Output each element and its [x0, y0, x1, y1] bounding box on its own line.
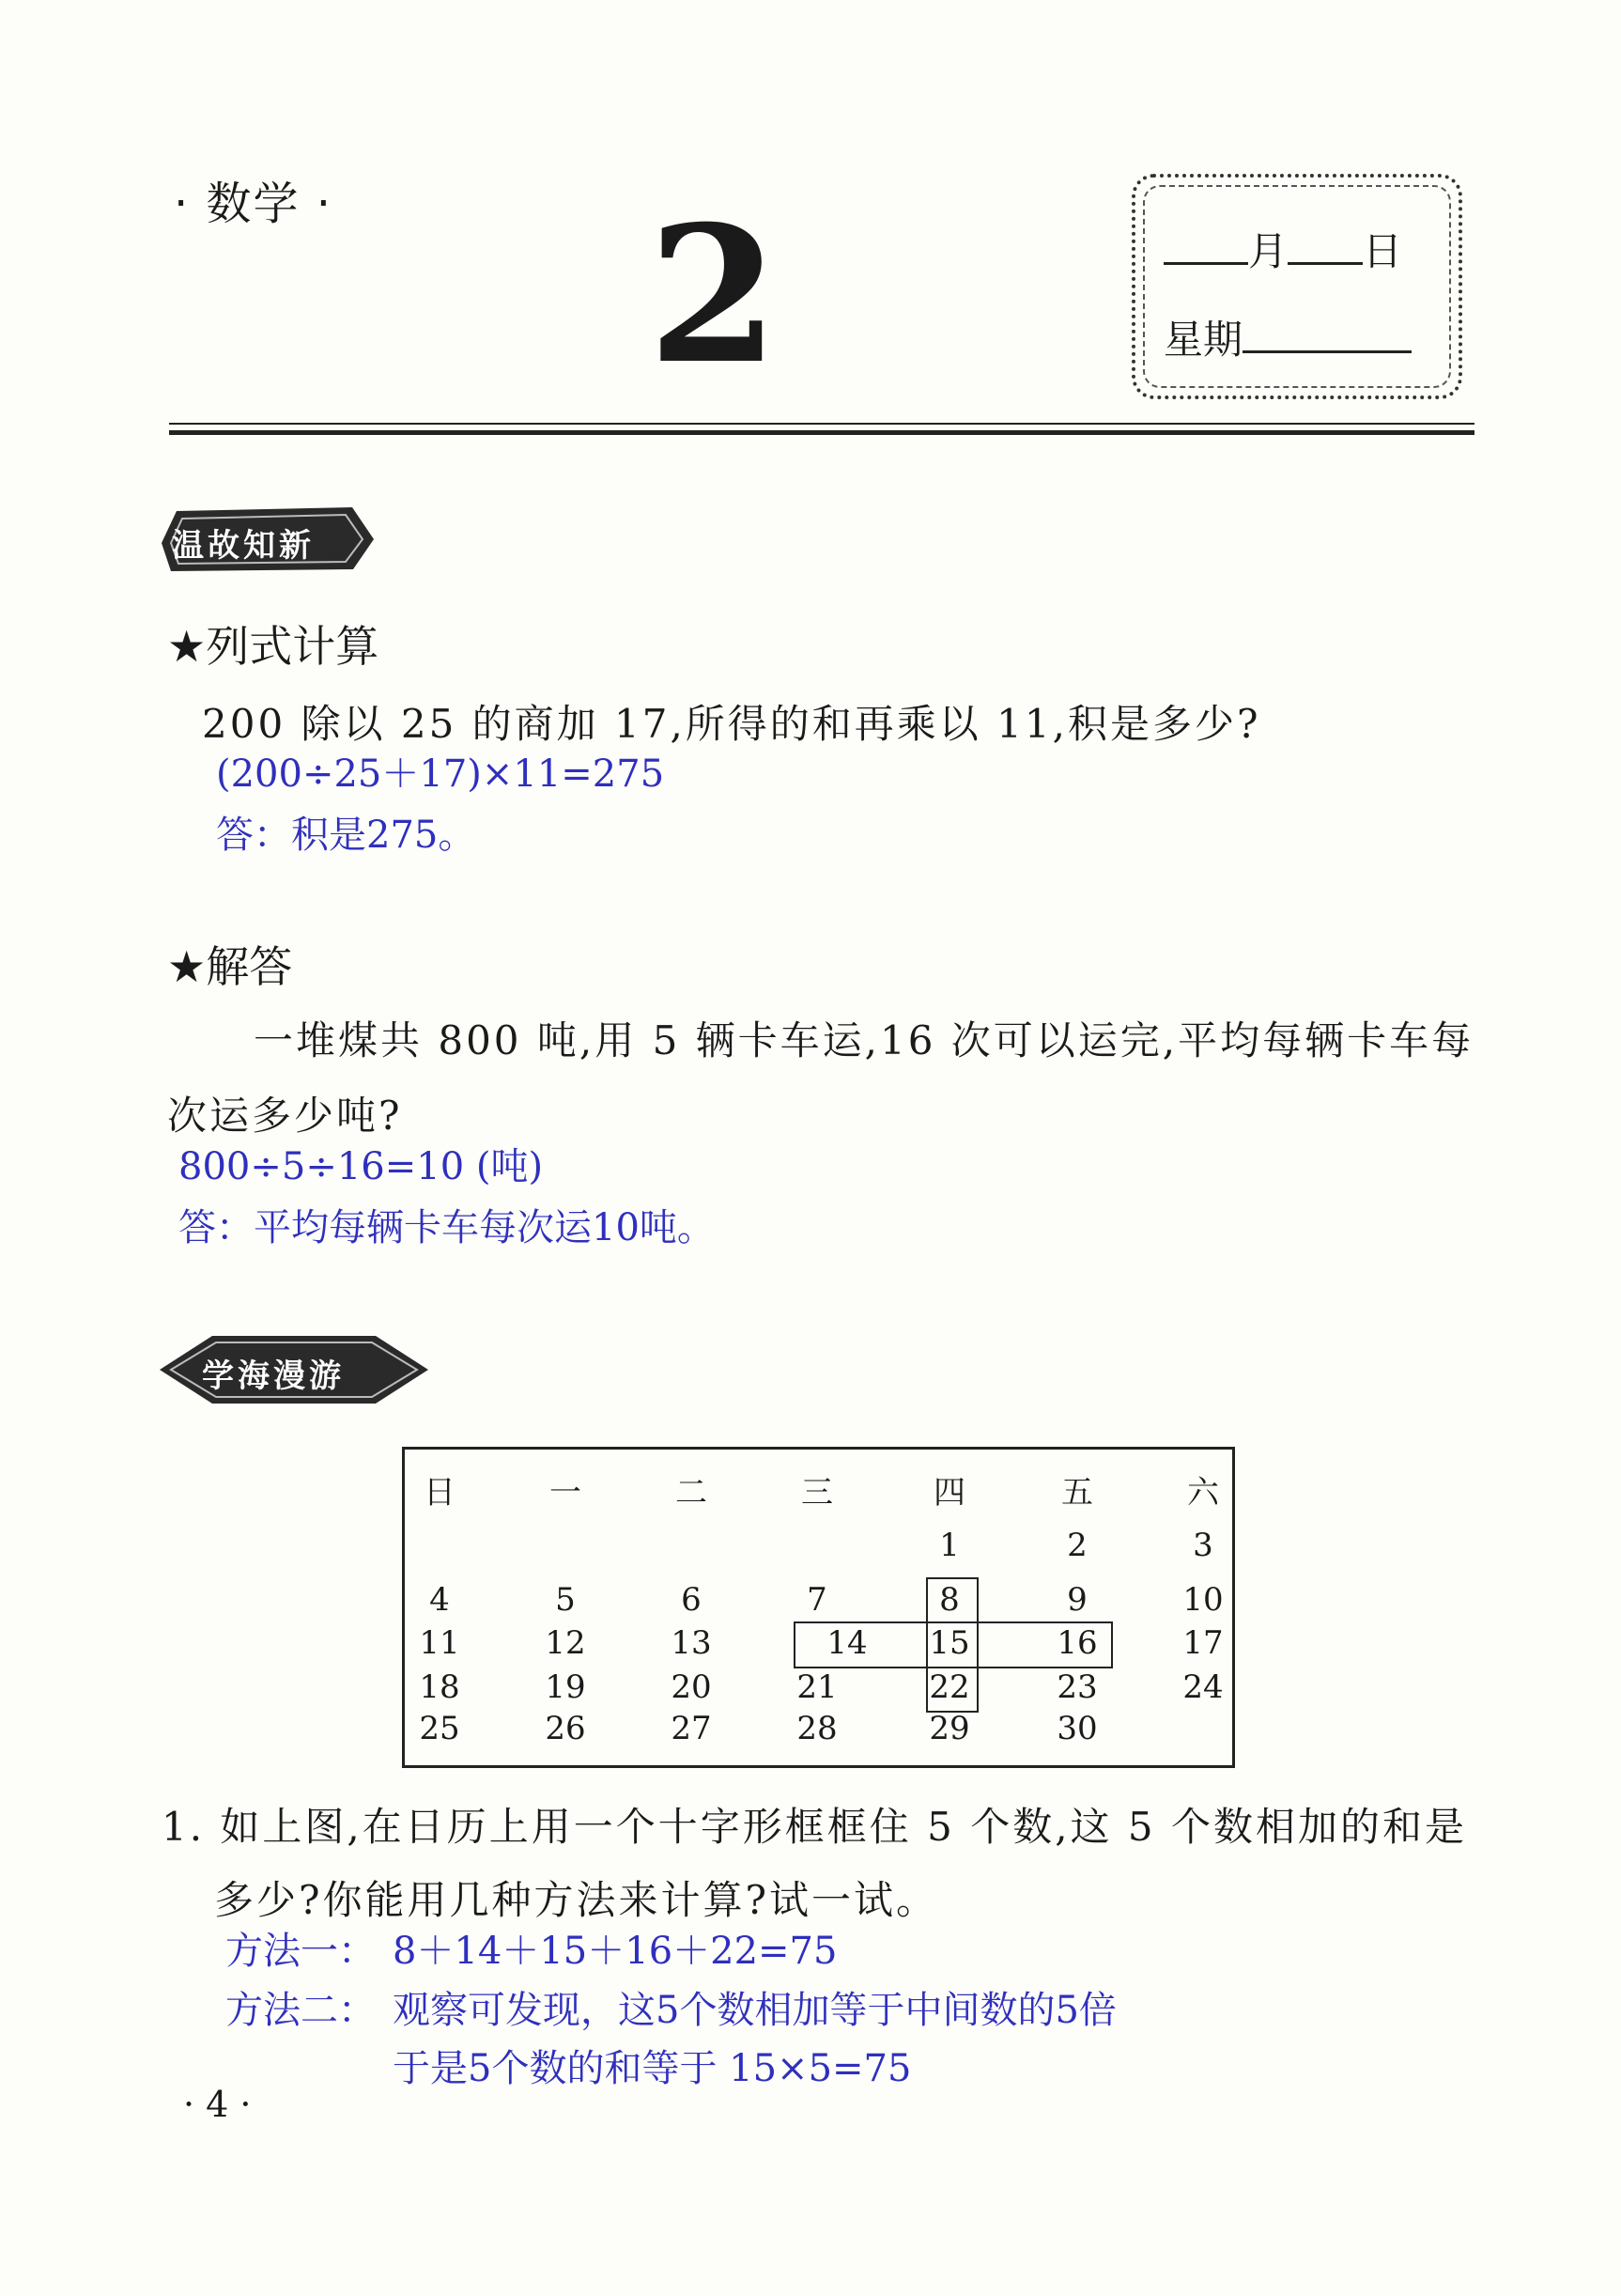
- calendar-day: 28: [796, 1710, 838, 1747]
- calendar-day: 18: [419, 1668, 460, 1706]
- weekday-line: [1164, 309, 1412, 365]
- weekday-blank: [1243, 318, 1412, 353]
- subject-label: · 数学 ·: [174, 178, 333, 230]
- calc-question: 200 除以 25 的商加 17,所得的和再乘以 11,积是多少?: [202, 701, 1261, 747]
- calendar-day: 16: [1057, 1624, 1098, 1662]
- day-blank: [1288, 230, 1363, 265]
- date-box: [1132, 174, 1462, 399]
- calendar-day: 1: [939, 1527, 960, 1564]
- calendar-day: 29: [929, 1710, 970, 1747]
- calendar-day: 19: [545, 1668, 586, 1706]
- calendar-day: 25: [419, 1710, 460, 1747]
- calendar-day: 20: [671, 1668, 712, 1706]
- solve-question-line2: 次运多少吨?: [167, 1093, 403, 1139]
- solve-answer-result: 答：平均每辆卡车每次运10吨。: [178, 1206, 715, 1249]
- calc-answer-result: 答：积是275。: [216, 814, 476, 857]
- explore-banner: 学海漫游: [202, 1357, 345, 1395]
- calendar-day: 26: [545, 1710, 586, 1747]
- header-rule-thin: [169, 423, 1474, 425]
- weekday-sun: 日: [424, 1474, 455, 1512]
- weekday-fri: 五: [1061, 1474, 1093, 1512]
- day-label: 日: [1363, 228, 1403, 274]
- page-number: · 4 ·: [183, 2084, 252, 2125]
- calendar-table: [402, 1447, 1235, 1768]
- calendar-day: 10: [1182, 1581, 1224, 1619]
- method2-answer-line2: 于是5个数的和等于 15×5=75: [393, 2047, 912, 2090]
- problem-line2: 多少?你能用几种方法来计算?试一试。: [214, 1877, 939, 1923]
- calendar-day: 27: [671, 1710, 712, 1747]
- calendar-day: 13: [671, 1624, 712, 1662]
- calc-heading: ★列式计算: [167, 621, 379, 672]
- calendar-day: 4: [429, 1581, 450, 1619]
- month-label: 月: [1248, 228, 1289, 274]
- calendar-day: 2: [1067, 1527, 1088, 1564]
- review-banner: 温故知新: [172, 527, 315, 565]
- calendar-day: 7: [807, 1581, 827, 1619]
- weekday-mon: 一: [549, 1474, 581, 1512]
- weekday-sat: 六: [1187, 1474, 1219, 1512]
- calendar-day: 12: [545, 1624, 586, 1662]
- weekday-wed: 三: [801, 1474, 833, 1512]
- weekday-label: 星期: [1164, 317, 1243, 363]
- calendar-day: 30: [1057, 1710, 1098, 1747]
- calendar-day: 24: [1182, 1668, 1224, 1706]
- method1-label: 方法一：: [225, 1930, 376, 1973]
- calendar-day: 21: [796, 1668, 838, 1706]
- lesson-number: 2: [648, 185, 780, 406]
- calendar-day: 17: [1182, 1624, 1224, 1662]
- calc-answer-expression: (200÷25＋17)×11=275: [216, 752, 665, 796]
- calendar-day: 5: [555, 1581, 576, 1619]
- calendar-day: 23: [1057, 1668, 1098, 1706]
- solve-question-line1: 一堆煤共 800 吨,用 5 辆卡车运,16 次可以运完,平均每辆卡车每: [254, 1017, 1474, 1063]
- weekday-tue: 二: [675, 1474, 707, 1512]
- calendar-day: 3: [1193, 1527, 1213, 1564]
- problem-line1: 1. 如上图,在日历上用一个十字形框框住 5 个数,这 5 个数相加的和是: [162, 1804, 1467, 1850]
- method2-answer-line1: 观察可发现，这5个数相加等于中间数的5倍: [393, 1989, 1117, 2032]
- month-day-line: [1164, 221, 1402, 277]
- solve-answer-expression: 800÷5÷16=10 (吨): [178, 1145, 544, 1188]
- calendar-day: 22: [929, 1668, 970, 1706]
- method1-answer: 8＋14＋15＋16＋22=75: [393, 1930, 838, 1973]
- solve-heading: ★解答: [167, 941, 293, 992]
- method2-label: 方法二：: [225, 1989, 376, 2032]
- calendar-day: 11: [419, 1624, 460, 1662]
- month-blank: [1164, 230, 1248, 265]
- calendar-day: 9: [1067, 1581, 1088, 1619]
- calendar-day: 14: [826, 1624, 868, 1662]
- calendar-day: 15: [929, 1624, 970, 1662]
- header-rule-thick: [169, 430, 1474, 435]
- calendar-day: 8: [939, 1581, 960, 1619]
- weekday-thu: 四: [934, 1474, 965, 1512]
- calendar-day: 6: [681, 1581, 702, 1619]
